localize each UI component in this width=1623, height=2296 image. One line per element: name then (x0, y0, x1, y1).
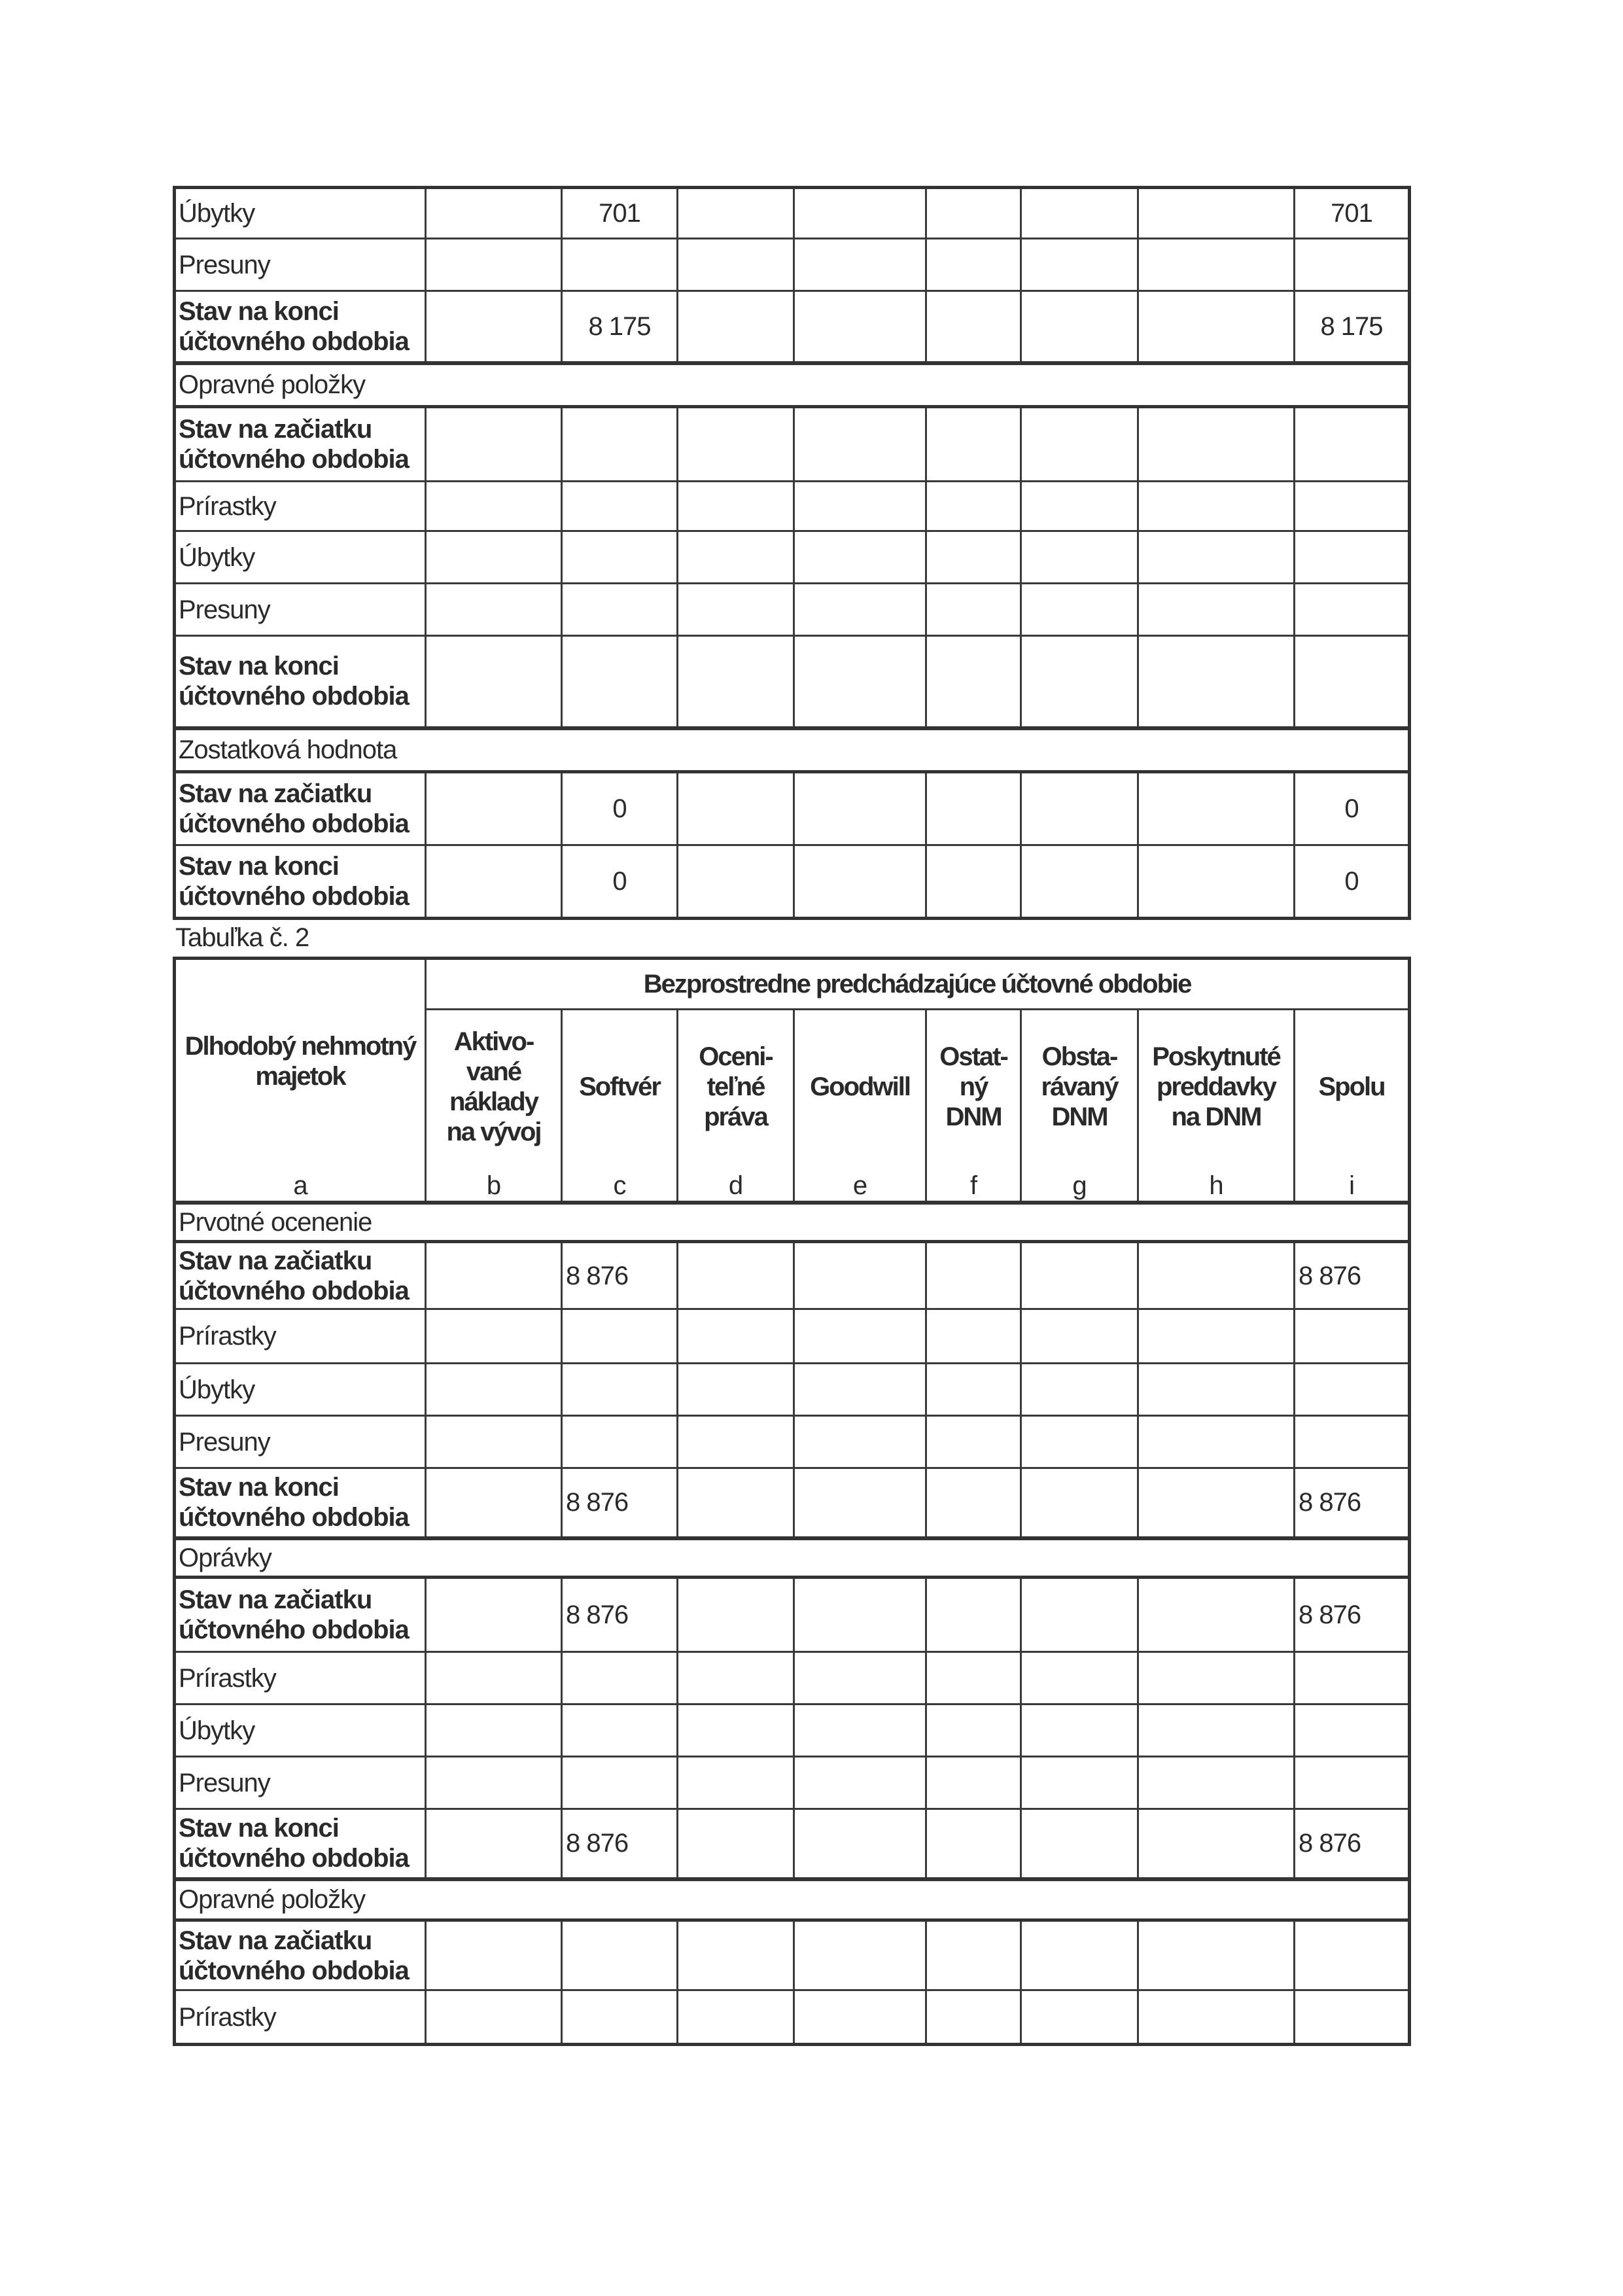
row-label: Prírastky (175, 1309, 426, 1364)
value-cell (926, 772, 1021, 845)
value-cell (1021, 1809, 1138, 1879)
value-cell (1295, 407, 1410, 482)
value-cell (426, 1757, 562, 1809)
value-cell (1138, 772, 1295, 845)
value-cell (426, 1364, 562, 1416)
value-cell (562, 531, 678, 584)
row-label: Stav na začiatku účtovného obdobia (175, 1920, 426, 1990)
section-label: Zostatková hodnota (175, 728, 1410, 772)
value-cell (794, 407, 926, 482)
value-cell (794, 1990, 926, 2045)
value-cell (794, 291, 926, 363)
period-header: Bezprostredne predchádzajúce účtovné obdobie (426, 959, 1410, 1010)
value-cell (926, 584, 1021, 636)
section-label: Oprávky (175, 1538, 1410, 1578)
value-cell (678, 291, 794, 363)
value-cell (426, 1416, 562, 1468)
value-cell (678, 531, 794, 584)
value-cell (794, 482, 926, 531)
value-cell (1138, 1416, 1295, 1468)
value-cell: 701 (562, 188, 678, 239)
row-label: Stav na konci účtovného obdobia (175, 291, 426, 363)
value-cell: 8 876 (1295, 1468, 1410, 1538)
row-label: Stav na konci účtovného obdobia (175, 1809, 426, 1879)
value-cell (678, 845, 794, 919)
value-cell: 8 876 (562, 1468, 678, 1538)
value-cell (678, 584, 794, 636)
value-cell (1138, 239, 1295, 291)
value-cell (1021, 1416, 1138, 1468)
table-row (175, 1809, 1410, 1879)
value-cell (794, 1364, 926, 1416)
value-cell (926, 1242, 1021, 1309)
value-cell (1021, 1652, 1138, 1704)
value-cell (426, 239, 562, 291)
value-cell (426, 1704, 562, 1757)
value-cell (1138, 1468, 1295, 1538)
value-cell (1021, 636, 1138, 728)
value-cell (562, 636, 678, 728)
value-cell (926, 1416, 1021, 1468)
row-label: Presuny (175, 584, 426, 636)
value-cell (1295, 1704, 1410, 1757)
value-cell (426, 1468, 562, 1538)
value-cell: 701 (1295, 188, 1410, 239)
row-label: Stav na konci účtovného obdobia (175, 636, 426, 728)
column-letter: h (1138, 1163, 1295, 1203)
value-cell (926, 636, 1021, 728)
value-cell (1021, 845, 1138, 919)
column-letter: g (1021, 1163, 1138, 1203)
value-cell (926, 1468, 1021, 1538)
value-cell (794, 531, 926, 584)
value-cell (1138, 1242, 1295, 1309)
value-cell (678, 1757, 794, 1809)
value-cell (1138, 584, 1295, 636)
value-cell (562, 1652, 678, 1704)
row-label: Stav na začiatku účtovného obdobia (175, 407, 426, 482)
table-row (175, 845, 1410, 919)
value-cell (1138, 531, 1295, 584)
value-cell (1021, 1757, 1138, 1809)
value-cell (678, 1652, 794, 1704)
table-row (175, 1920, 1410, 1990)
column-header: Aktivo- vané náklady na vývoj (426, 1010, 562, 1163)
table-row (175, 407, 1410, 482)
row-label: Prírastky (175, 482, 426, 531)
value-cell: 8 876 (1295, 1578, 1410, 1652)
value-cell (1295, 531, 1410, 584)
value-cell (926, 1990, 1021, 2045)
value-cell (1021, 1704, 1138, 1757)
column-header: Oceni- teľné práva (678, 1010, 794, 1163)
value-cell (926, 1704, 1021, 1757)
value-cell: 8 175 (1295, 291, 1410, 363)
table-row (175, 531, 1410, 584)
row-label: Stav na konci účtovného obdobia (175, 1468, 426, 1538)
value-cell (562, 239, 678, 291)
value-cell (1138, 845, 1295, 919)
table-row (175, 1578, 1410, 1652)
table-2-caption: Tabuľka č. 2 (175, 923, 309, 952)
column-letter: f (926, 1163, 1021, 1203)
value-cell (562, 1920, 678, 1990)
value-cell (562, 1757, 678, 1809)
value-cell (1138, 1309, 1295, 1364)
value-cell (1138, 291, 1295, 363)
value-cell: 0 (562, 845, 678, 919)
row-label: Úbytky (175, 188, 426, 239)
value-cell (562, 584, 678, 636)
table-row (175, 1468, 1410, 1538)
value-cell (426, 1990, 562, 2045)
value-cell (794, 772, 926, 845)
value-cell (1138, 188, 1295, 239)
value-cell (926, 1652, 1021, 1704)
section-row (175, 728, 1410, 772)
table-row (175, 239, 1410, 291)
value-cell (426, 845, 562, 919)
value-cell: 8 876 (562, 1809, 678, 1879)
table-row (175, 1704, 1410, 1757)
value-cell (1138, 1578, 1295, 1652)
value-cell (794, 1704, 926, 1757)
value-cell (1021, 239, 1138, 291)
value-cell (678, 1704, 794, 1757)
value-cell: 0 (1295, 772, 1410, 845)
table-row (175, 1242, 1410, 1309)
value-cell (794, 239, 926, 291)
row-label: Presuny (175, 1757, 426, 1809)
value-cell (426, 531, 562, 584)
column-letters-row (175, 1163, 1410, 1203)
value-cell (1021, 531, 1138, 584)
value-cell (1021, 1309, 1138, 1364)
header-row-period (175, 959, 1410, 1010)
value-cell: 8 876 (1295, 1809, 1410, 1879)
value-cell (1138, 482, 1295, 531)
value-cell (678, 1809, 794, 1879)
section-row (175, 363, 1410, 407)
value-cell (1021, 1364, 1138, 1416)
value-cell (678, 1920, 794, 1990)
value-cell (1021, 584, 1138, 636)
value-cell (1295, 636, 1410, 728)
value-cell (426, 1578, 562, 1652)
column-letter: a (175, 1163, 426, 1203)
column-letter: d (678, 1163, 794, 1203)
value-cell (926, 407, 1021, 482)
row-label: Prírastky (175, 1990, 426, 2045)
value-cell (1138, 1920, 1295, 1990)
value-cell (1138, 1704, 1295, 1757)
value-cell (1295, 1920, 1410, 1990)
value-cell (794, 1416, 926, 1468)
section-label: Opravné položky (175, 363, 1410, 407)
column-header: Ostat- ný DNM (926, 1010, 1021, 1163)
value-cell (794, 845, 926, 919)
value-cell (562, 407, 678, 482)
value-cell (426, 636, 562, 728)
value-cell (1295, 1364, 1410, 1416)
value-cell (678, 239, 794, 291)
column-letter: b (426, 1163, 562, 1203)
value-cell (426, 1309, 562, 1364)
value-cell (794, 188, 926, 239)
table-row (175, 1652, 1410, 1704)
value-cell (794, 636, 926, 728)
value-cell (562, 1309, 678, 1364)
column-letter: c (562, 1163, 678, 1203)
value-cell (1138, 1809, 1295, 1879)
value-cell (678, 636, 794, 728)
table-1-continuation (173, 186, 1411, 920)
table-row (175, 482, 1410, 531)
value-cell (1295, 1990, 1410, 2045)
value-cell (1021, 1990, 1138, 2045)
section-row (175, 1879, 1410, 1920)
value-cell (1295, 1652, 1410, 1704)
value-cell (926, 1309, 1021, 1364)
value-cell (926, 1578, 1021, 1652)
value-cell (678, 1990, 794, 2045)
value-cell (426, 1652, 562, 1704)
value-cell: 0 (562, 772, 678, 845)
value-cell (1295, 1416, 1410, 1468)
value-cell (794, 1757, 926, 1809)
value-cell (926, 482, 1021, 531)
value-cell (926, 1364, 1021, 1416)
value-cell (794, 1309, 926, 1364)
row-label: Stav na začiatku účtovného obdobia (175, 772, 426, 845)
value-cell (678, 482, 794, 531)
value-cell (562, 1990, 678, 2045)
value-cell (562, 482, 678, 531)
value-cell (794, 1468, 926, 1538)
value-cell (926, 1809, 1021, 1879)
value-cell (678, 1468, 794, 1538)
value-cell: 8 175 (562, 291, 678, 363)
value-cell (794, 1652, 926, 1704)
column-header: Poskytnuté preddavky na DNM (1138, 1010, 1295, 1163)
section-label: Opravné položky (175, 1879, 1410, 1920)
value-cell (1138, 1990, 1295, 2045)
document-body (173, 186, 1408, 2046)
value-cell (1021, 482, 1138, 531)
row-label: Stav na konci účtovného obdobia (175, 845, 426, 919)
value-cell (426, 482, 562, 531)
value-cell (562, 1704, 678, 1757)
row-label: Úbytky (175, 531, 426, 584)
table-row (175, 188, 1410, 239)
value-cell (1021, 1920, 1138, 1990)
value-cell (1021, 1468, 1138, 1538)
value-cell (426, 188, 562, 239)
value-cell (926, 531, 1021, 584)
row-label: Stav na začiatku účtovného obdobia (175, 1578, 426, 1652)
value-cell (926, 845, 1021, 919)
column-header: Goodwill (794, 1010, 926, 1163)
value-cell (926, 239, 1021, 291)
value-cell (678, 772, 794, 845)
value-cell (1295, 584, 1410, 636)
value-cell (562, 1364, 678, 1416)
value-cell (1021, 772, 1138, 845)
value-cell (794, 1578, 926, 1652)
value-cell (1021, 188, 1138, 239)
column-letter: i (1295, 1163, 1410, 1203)
row-header: Dlhodobý nehmotný majetok (175, 959, 426, 1163)
row-label: Presuny (175, 1416, 426, 1468)
value-cell (1295, 1309, 1410, 1364)
value-cell: 8 876 (562, 1242, 678, 1309)
table-row (175, 584, 1410, 636)
value-cell: 8 876 (562, 1578, 678, 1652)
value-cell (426, 1242, 562, 1309)
value-cell (1138, 407, 1295, 482)
table-row (175, 772, 1410, 845)
section-row (175, 1203, 1410, 1242)
value-cell (926, 1920, 1021, 1990)
table-2-intangible-assets (173, 957, 1411, 2046)
value-cell (426, 1920, 562, 1990)
value-cell (794, 1809, 926, 1879)
value-cell: 8 876 (1295, 1242, 1410, 1309)
value-cell (1021, 1578, 1138, 1652)
column-header: Obsta- rávaný DNM (1021, 1010, 1138, 1163)
value-cell (1295, 239, 1410, 291)
value-cell (1138, 1757, 1295, 1809)
value-cell (1138, 636, 1295, 728)
value-cell (926, 188, 1021, 239)
row-label: Úbytky (175, 1704, 426, 1757)
value-cell (426, 584, 562, 636)
table-row (175, 291, 1410, 363)
row-label: Prírastky (175, 1652, 426, 1704)
value-cell (1021, 291, 1138, 363)
value-cell (926, 1757, 1021, 1809)
value-cell (1295, 482, 1410, 531)
value-cell (1295, 1757, 1410, 1809)
table-row (175, 1990, 1410, 2045)
value-cell (678, 1578, 794, 1652)
value-cell: 0 (1295, 845, 1410, 919)
value-cell (1021, 1242, 1138, 1309)
table-row (175, 636, 1410, 728)
value-cell (426, 1809, 562, 1879)
row-label: Úbytky (175, 1364, 426, 1416)
value-cell (926, 291, 1021, 363)
value-cell (678, 1364, 794, 1416)
column-header: Spolu (1295, 1010, 1410, 1163)
table-row (175, 1416, 1410, 1468)
value-cell (794, 1920, 926, 1990)
value-cell (562, 1416, 678, 1468)
value-cell (426, 772, 562, 845)
table-row (175, 1757, 1410, 1809)
row-label: Stav na začiatku účtovného obdobia (175, 1242, 426, 1309)
value-cell (794, 1242, 926, 1309)
row-label: Presuny (175, 239, 426, 291)
value-cell (678, 1242, 794, 1309)
value-cell (678, 1309, 794, 1364)
column-header: Softvér (562, 1010, 678, 1163)
section-label: Prvotné ocenenie (175, 1203, 1410, 1242)
column-letter: e (794, 1163, 926, 1203)
value-cell (678, 1416, 794, 1468)
value-cell (1138, 1364, 1295, 1416)
value-cell (678, 407, 794, 482)
value-cell (794, 584, 926, 636)
value-cell (678, 188, 794, 239)
value-cell (426, 407, 562, 482)
value-cell (1021, 407, 1138, 482)
section-row (175, 1538, 1410, 1578)
table-row (175, 1309, 1410, 1364)
table-row (175, 1364, 1410, 1416)
value-cell (1138, 1652, 1295, 1704)
value-cell (426, 291, 562, 363)
